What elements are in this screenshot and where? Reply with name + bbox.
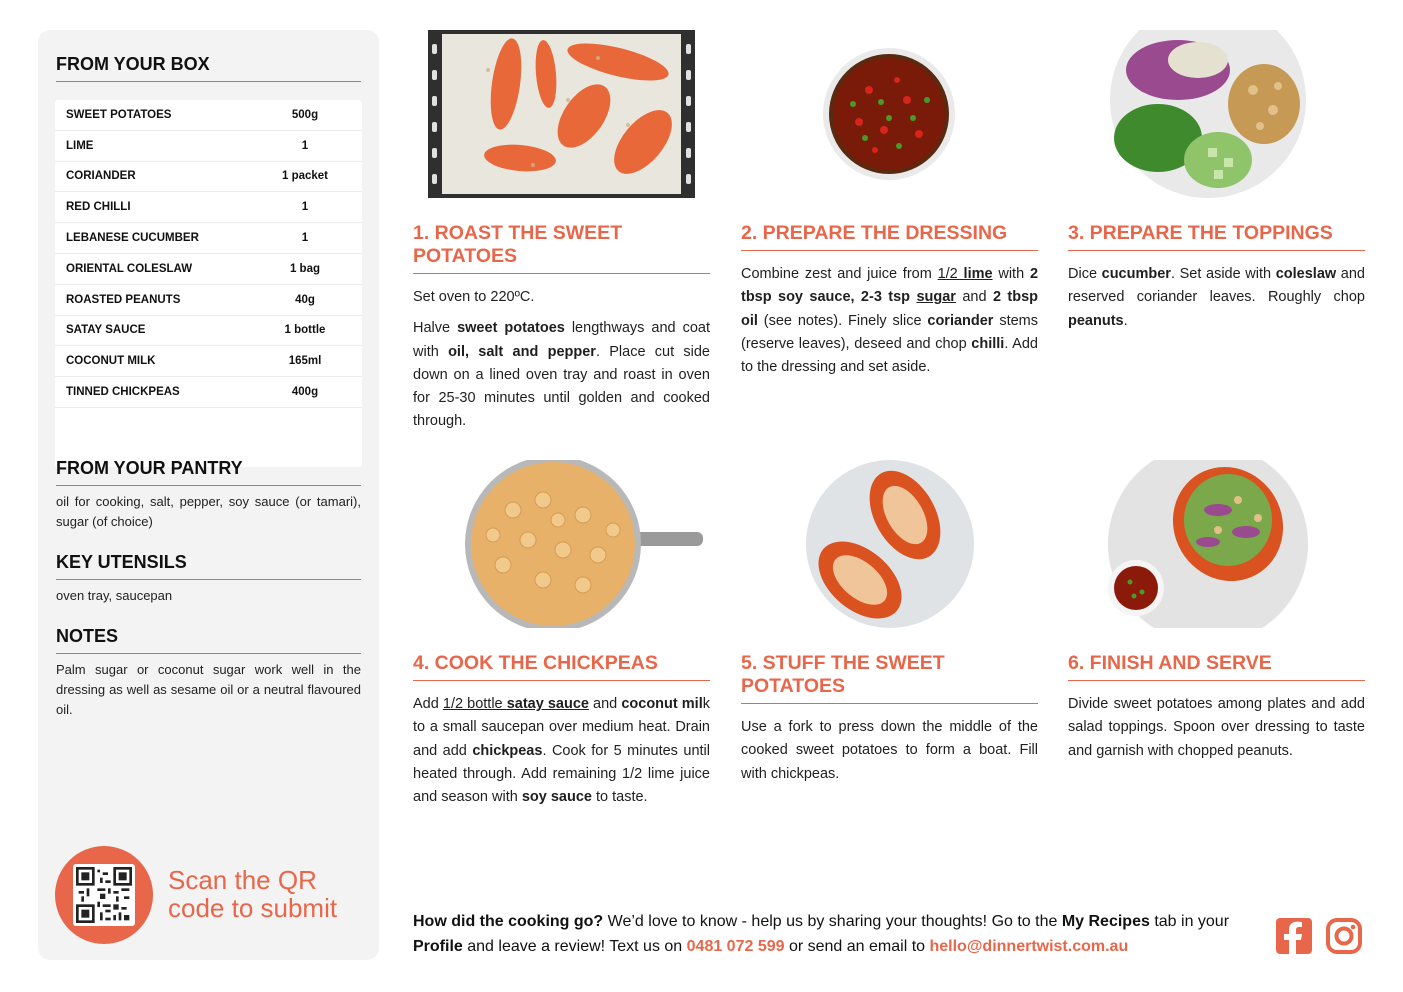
box-ingredient-row xyxy=(55,285,362,316)
ingredient-name: TINNED CHICKPEAS xyxy=(66,386,180,399)
ingredient-name: LIME xyxy=(66,139,94,152)
text-run: 2 tbsp soy sauce, 2-3 tsp xyxy=(741,266,1039,306)
text-run: chilli xyxy=(971,335,1005,352)
text-run: coriander xyxy=(927,312,994,329)
text-run: chickpeas xyxy=(472,742,543,759)
text-run: k to a small saucepan over medium heat. Drain and add xyxy=(413,696,710,759)
box-ingredient-row xyxy=(55,254,362,285)
step-2-title: 2. PREPARE THE DRESSING xyxy=(741,222,1038,251)
text-run: lime xyxy=(963,266,993,282)
text-run: sweet potatoes xyxy=(457,320,565,337)
box-ingredient-row xyxy=(55,192,362,223)
qr-text-line2: code to submit xyxy=(168,893,338,923)
step-2-image xyxy=(740,30,1037,198)
text-run: sugar xyxy=(916,289,956,306)
text-run: . Add to the dressing and set aside. xyxy=(741,335,1038,376)
text-run: cucumber xyxy=(1101,266,1171,282)
text-run: How did the cooking go? xyxy=(413,913,604,930)
notes-heading: NOTES xyxy=(56,626,361,654)
ingredient-name: SWEET POTATOES xyxy=(66,108,172,121)
box-ingredients-table xyxy=(55,100,362,467)
ingredient-name: RED CHILLI xyxy=(66,201,131,214)
step-1-paragraph-2 xyxy=(413,317,710,433)
ingredient-quantity: 165ml xyxy=(288,355,322,368)
step-6-paragraph-1 xyxy=(1068,693,1365,763)
ingredient-quantity: 1 xyxy=(301,232,309,245)
text-run: with xyxy=(992,266,1030,282)
pantry-text: oil for cooking, salt, pepper, soy sauce (or tamari), sugar (of choice) xyxy=(56,494,361,529)
step-1-body xyxy=(413,286,710,442)
ingredient-name: ROASTED PEANUTS xyxy=(66,293,181,306)
text-run: and xyxy=(588,696,622,712)
text-run: or send an email to xyxy=(784,938,930,955)
text-run: Dice xyxy=(1068,266,1102,282)
text-run: stems (reserve leaves), deseed and chop xyxy=(741,312,1038,352)
qr-text-line1: Scan the QR xyxy=(168,865,317,895)
ingredient-quantity: 1 bottle xyxy=(284,324,326,337)
step-1-paragraph-1: Set oven to 220ºC. xyxy=(413,289,535,305)
box-ingredient-row xyxy=(55,377,362,408)
instagram-icon[interactable] xyxy=(1325,917,1363,955)
step-5-body xyxy=(741,716,1038,794)
box-ingredient-row xyxy=(55,316,362,347)
step-3-image xyxy=(1068,30,1365,198)
text-run: and reserved coriander leaves. Roughly chop xyxy=(1068,266,1365,306)
key-utensils-heading: KEY UTENSILS xyxy=(56,552,361,580)
text-run: Halve xyxy=(413,320,458,337)
step-6-title: 6. FINISH AND SERVE xyxy=(1068,652,1365,681)
step-6-body xyxy=(1068,693,1365,771)
text-run: (see notes). Finely slice xyxy=(757,312,928,329)
box-ingredient-row xyxy=(55,346,362,377)
ingredient-name: SATAY SAUCE xyxy=(66,324,146,337)
text-run: lengthways and coat with xyxy=(413,320,710,360)
text-run: and xyxy=(955,289,993,306)
notes-text: Palm sugar or coconut sugar work well in the dressing as well as sesame oil or a neutral flavoured oil. xyxy=(56,662,361,717)
ingredient-name: LEBANESE CUCUMBER xyxy=(66,232,199,245)
ingredient-quantity: 500g xyxy=(291,108,319,121)
text-run: Profile xyxy=(413,938,463,955)
step-3-body xyxy=(1068,263,1365,341)
text-run: 2 tbsp oil xyxy=(741,289,1039,329)
step-1-title: 1. ROAST THE SWEET POTATOES xyxy=(413,222,710,274)
qr-code-icon xyxy=(73,864,135,926)
text-run: We’d love to know - help us by sharing your thoughts! Go to the xyxy=(603,913,1062,930)
step-3-title: 3. PREPARE THE TOPPINGS xyxy=(1068,222,1365,251)
facebook-icon[interactable] xyxy=(1275,917,1313,955)
step-6-image xyxy=(1068,460,1365,628)
text-run: coleslaw xyxy=(1275,266,1337,282)
step-4-paragraph-1 xyxy=(413,693,710,809)
qr-call-to-action xyxy=(168,866,368,922)
ingredient-quantity: 1 bag xyxy=(289,262,321,275)
ingredient-quantity: 40g xyxy=(295,293,315,306)
contact-link[interactable]: 0481 072 599 xyxy=(686,938,785,955)
text-run: Divide sweet potatoes among plates and add salad toppings. Spoon over dressing to taste and garnish with chopped peanuts. xyxy=(1068,696,1365,759)
ingredient-name: CORIANDER xyxy=(66,170,136,183)
box-ingredient-row xyxy=(55,162,362,193)
step-4-body xyxy=(413,693,710,817)
ingredient-quantity: 1 xyxy=(301,201,309,214)
box-ingredient-row xyxy=(55,100,362,131)
text-run: My Recipes xyxy=(1061,913,1150,930)
text-run: and leave a review! Text us on xyxy=(462,938,687,955)
text-run: tab in your xyxy=(1149,913,1230,930)
box-ingredient-row xyxy=(55,223,362,254)
text-run: Add xyxy=(413,696,443,712)
ingredient-quantity: 1 xyxy=(301,139,309,152)
step-4-title: 4. COOK THE CHICKPEAS xyxy=(413,652,710,681)
text-run: Use a fork to press down the middle of the cooked sweet potatoes to form a boat. Fill with chickpeas. xyxy=(741,719,1038,782)
text-run: . Place cut side down on a lined oven tray and roast in oven for 25-30 minutes until golden and cooked through. xyxy=(413,343,710,430)
step-2-body xyxy=(741,263,1038,387)
text-run: coconut mil xyxy=(621,696,703,712)
text-run: Combine zest and juice from xyxy=(741,266,938,282)
text-run: . Cook for 5 minutes until heated through. Add remaining 1/2 lime juice and season with xyxy=(413,742,710,806)
box-ingredient-row xyxy=(55,131,362,162)
text-run: soy sauce xyxy=(521,789,592,806)
text-run: 1/2 xyxy=(937,266,964,282)
from-your-pantry-heading: FROM YOUR PANTRY xyxy=(56,458,361,486)
text-run: peanuts xyxy=(1068,312,1124,329)
ingredient-name: COCONUT MILK xyxy=(66,355,156,368)
contact-link[interactable]: hello@dinnertwist.com.au xyxy=(929,938,1129,955)
step-2-paragraph-1 xyxy=(741,263,1038,379)
text-run: to taste. xyxy=(591,789,648,806)
ingredient-quantity: 1 packet xyxy=(281,170,329,183)
text-run: oil, salt and pepper xyxy=(448,343,596,360)
text-run: . Set aside with xyxy=(1170,266,1276,282)
step-5-title: 5. STUFF THE SWEET POTATOES xyxy=(741,652,1038,704)
text-run: 1/2 bottle xyxy=(442,696,507,712)
utensils-text: oven tray, saucepan xyxy=(56,588,173,603)
ingredient-name: ORIENTAL COLESLAW xyxy=(66,262,193,275)
step-1-image xyxy=(413,30,710,198)
text-run: satay sauce xyxy=(506,696,589,712)
qr-code-badge[interactable] xyxy=(55,846,153,944)
step-5-image xyxy=(740,460,1037,628)
step-3-paragraph-1 xyxy=(1068,263,1365,333)
step-4-image xyxy=(413,460,710,628)
ingredient-quantity: 400g xyxy=(291,386,319,399)
from-your-box-heading: FROM YOUR BOX xyxy=(56,54,361,82)
ingredients-sidebar xyxy=(38,30,379,960)
feedback-footer xyxy=(413,909,1253,959)
text-run: . xyxy=(1123,312,1128,329)
step-5-paragraph-1 xyxy=(741,716,1038,786)
